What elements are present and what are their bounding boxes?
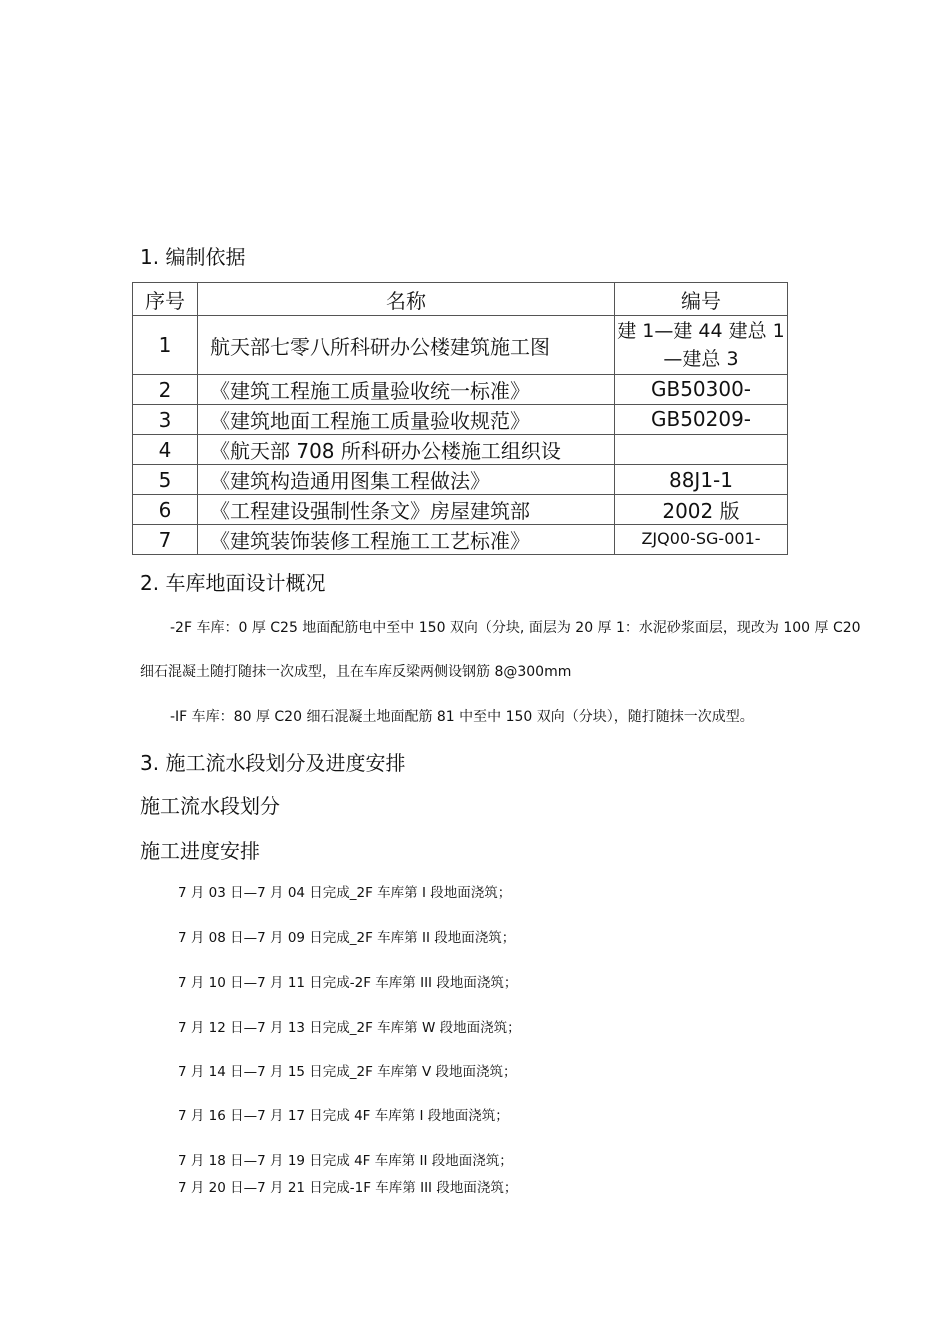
row-name: 《工程建设强制性条文》房屋建筑部 (198, 495, 615, 525)
row-code: 88J1-1 (615, 465, 788, 495)
table-row (133, 375, 788, 405)
row-code-text: GB50300- (650, 376, 752, 401)
schedule-item: 7 月 20 日—7 月 21 日完成-1F 车库第 III 段地面浇筑； (178, 1180, 518, 1196)
row-name: 航天部七零八所科研办公楼建筑施工图 (198, 316, 615, 375)
row-code: 建 1—建 44 建总 1—建总 3 (615, 316, 788, 375)
row-no: 6 (133, 495, 198, 525)
basis-table (132, 282, 788, 555)
section-2-para2: -IF 车库：80 厚 C20 细石混凝土地面配筋 81 中至中 150 双向（分块），随打随抹一次成型。 (170, 709, 754, 725)
section-1-heading: 1. 编制依据 (140, 245, 246, 269)
table-row (133, 525, 788, 555)
row-name: 《建筑装饰装修工程施工工艺标准》 (198, 525, 615, 555)
table-row (133, 495, 788, 525)
row-name: 《建筑构造通用图集工程做法》 (198, 465, 615, 495)
table-header-row (133, 283, 788, 316)
row-code (615, 525, 788, 555)
header-code: 编号 (615, 283, 788, 316)
schedule-item: 7 月 16 日—7 月 17 日完成 4F 车库第 I 段地面浇筑； (178, 1108, 509, 1124)
row-name: 《航天部 708 所科研办公楼施工组织设 (198, 435, 615, 465)
row-code (615, 435, 788, 465)
row-code-text: ZJQ00-SG-001- (641, 528, 761, 548)
row-name: 《建筑工程施工质量验收统一标准》 (198, 375, 615, 405)
schedule-item: 7 月 03 日—7 月 04 日完成_2F 车库第 I 段地面浇筑； (178, 885, 512, 901)
schedule-item: 7 月 10 日—7 月 11 日完成-2F 车库第 III 段地面浇筑； (178, 975, 518, 991)
header-name: 名称 (198, 283, 615, 316)
row-code (615, 405, 788, 435)
row-no: 2 (133, 375, 198, 405)
schedule-item: 7 月 14 日—7 月 15 日完成_2F 车库第 V 段地面浇筑； (178, 1064, 517, 1080)
row-name: 《建筑地面工程施工质量验收规范》 (198, 405, 615, 435)
table-row (133, 435, 788, 465)
row-no: 5 (133, 465, 198, 495)
section-2-heading: 2. 车库地面设计概况 (140, 571, 326, 595)
table-row (133, 465, 788, 495)
header-no: 序号 (133, 283, 198, 316)
section-2-para1-line1: -2F 车库：0 厚 C25 地面配筋电中至中 150 双向（分块, 面层为 20 厚 1：水泥砂浆面层，现改为 100 厚 C20 (170, 620, 861, 636)
row-no: 3 (133, 405, 198, 435)
section-3-heading: 3. 施工流水段划分及进度安排 (140, 751, 406, 775)
table-row (133, 316, 788, 375)
section-2-para1-line2: 细石混凝土随打随抹一次成型，且在车库反梁两侧设钢筋 8@300mm (140, 664, 572, 680)
row-code: 2002 版 (615, 495, 788, 525)
row-code-text: GB50209- (650, 406, 752, 431)
schedule-item: 7 月 18 日—7 月 19 日完成 4F 车库第 II 段地面浇筑； (178, 1153, 513, 1169)
row-no: 1 (133, 316, 198, 375)
sub-heading-schedule: 施工进度安排 (140, 839, 260, 863)
row-no: 7 (133, 525, 198, 555)
row-code (615, 375, 788, 405)
schedule-item: 7 月 08 日—7 月 09 日完成_2F 车库第 II 段地面浇筑； (178, 930, 516, 946)
schedule-item: 7 月 12 日—7 月 13 日完成_2F 车库第 W 段地面浇筑； (178, 1020, 521, 1036)
sub-heading-flow-sections: 施工流水段划分 (140, 794, 280, 818)
table-row (133, 405, 788, 435)
row-no: 4 (133, 435, 198, 465)
